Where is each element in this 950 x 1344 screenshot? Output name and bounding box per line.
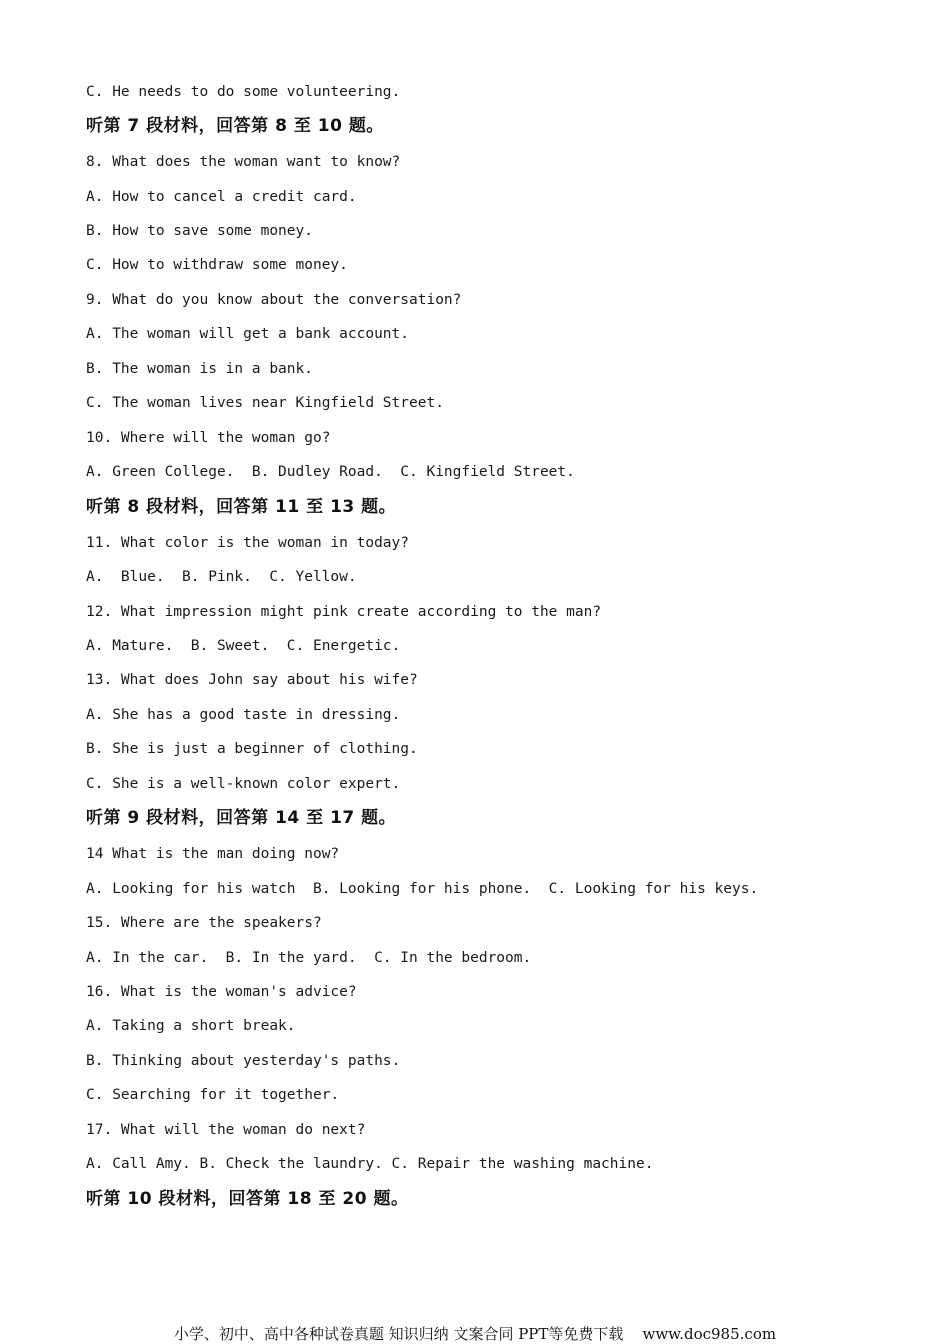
option-text: A. Blue. B. Pink. C. Yellow. <box>86 569 357 585</box>
option-text: A. In the car. B. In the yard. C. In the bedroom. <box>86 950 532 966</box>
option-text: C. The woman lives near Kingfield Street. <box>86 395 444 411</box>
option-text: C. She is a well-known color expert. <box>86 776 401 792</box>
option-text: C. Searching for it together. <box>86 1087 340 1103</box>
question-text: 10. Where will the woman go? <box>86 430 331 446</box>
question-text: 9. What do you know about the conversation? <box>86 292 462 308</box>
text-line: C. He needs to do some volunteering. <box>86 84 401 100</box>
option-text: A. Green College. B. Dudley Road. C. Kingfield Street. <box>86 464 575 480</box>
option-text: A. Call Amy. B. Check the laundry. C. Repair the washing machine. <box>86 1156 654 1172</box>
option-text: B. Thinking about yesterday's paths. <box>86 1053 401 1069</box>
section-heading: 听第 10 段材料，回答第 18 至 20 题。 <box>86 1189 409 1209</box>
option-text: A. Looking for his watch B. Looking for his phone. C. Looking for his keys. <box>86 881 759 897</box>
option-text: B. The woman is in a bank. <box>86 361 313 377</box>
question-text: 17. What will the woman do next? <box>86 1122 366 1138</box>
question-text: 8. What does the woman want to know? <box>86 154 401 170</box>
question-text: 16. What is the woman's advice? <box>86 984 357 1000</box>
option-text: C. How to withdraw some money. <box>86 257 348 273</box>
option-text: B. She is just a beginner of clothing. <box>86 741 418 757</box>
question-text: 13. What does John say about his wife? <box>86 672 418 688</box>
question-text: 11. What color is the woman in today? <box>86 535 410 551</box>
option-text: B. How to save some money. <box>86 223 313 239</box>
question-text: 15. Where are the speakers? <box>86 915 322 931</box>
option-text: A. Taking a short break. <box>86 1018 296 1034</box>
question-text: 12. What impression might pink create according to the man? <box>86 604 602 620</box>
option-text: A. Mature. B. Sweet. C. Energetic. <box>86 638 401 654</box>
option-text: A. She has a good taste in dressing. <box>86 707 401 723</box>
section-heading: 听第 9 段材料，回答第 14 至 17 题。 <box>86 808 397 828</box>
option-text: A. The woman will get a bank account. <box>86 326 410 342</box>
footer-watermark: 小学、初中、高中各种试卷真题 知识归纳 文案合同 PPT等免费下载 www.doc985.com <box>173 1325 777 1343</box>
option-text: A. How to cancel a credit card. <box>86 189 357 205</box>
section-heading: 听第 8 段材料，回答第 11 至 13 题。 <box>86 497 397 517</box>
question-text: 14 What is the man doing now? <box>86 846 340 862</box>
section-heading: 听第 7 段材料，回答第 8 至 10 题。 <box>86 116 384 136</box>
